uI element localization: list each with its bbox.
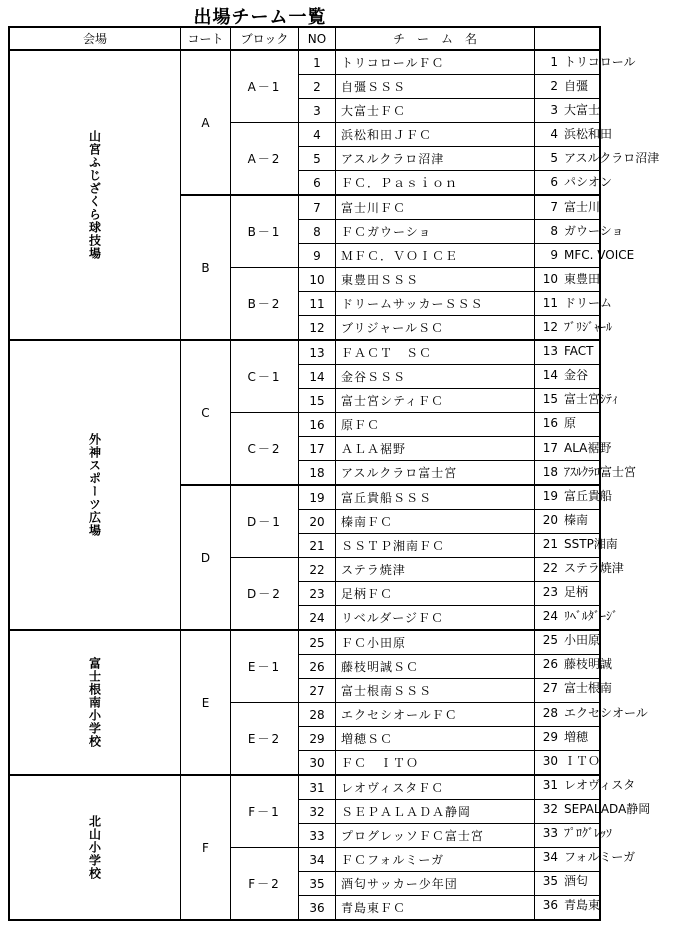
list-item <box>530 604 659 628</box>
court-cell: D <box>181 485 231 630</box>
short-number: 17 <box>542 440 558 455</box>
short-number: 2 <box>550 79 558 94</box>
team-name: ＦＡＣＴ ＳＣ <box>336 340 535 365</box>
list-item <box>530 652 659 676</box>
block-cell: E－2 <box>231 703 299 776</box>
team-number: 20 <box>299 510 336 534</box>
short-team-name: 大富士 <box>564 103 601 118</box>
venue-cell: 北山小学校 <box>9 775 181 920</box>
block-cell: C－2 <box>231 413 299 486</box>
team-number: 7 <box>299 195 336 220</box>
team-name: ステラ焼津 <box>336 558 535 582</box>
team-name: ＳＥＰＡＬＡＤＡ静岡 <box>336 800 535 824</box>
short-team-name: ｱｽﾙｸﾗﾛ富士宮 <box>564 464 637 479</box>
list-item <box>530 122 659 146</box>
team-number: 5 <box>299 147 336 171</box>
list-item <box>530 267 659 291</box>
short-number: 18 <box>542 464 558 479</box>
team-number: 21 <box>299 534 336 558</box>
short-number: 3 <box>550 103 558 118</box>
team-name: ＭＦＣ．ＶＯＩＣＥ <box>336 244 535 268</box>
short-number: 19 <box>542 488 558 503</box>
venue-cell: 外神スポーツ広場 <box>9 340 181 630</box>
short-team-name: 原 <box>564 416 577 431</box>
team-name: レオヴィスタＦＣ <box>336 775 535 800</box>
short-number: 22 <box>542 560 558 575</box>
team-name: 東豊田ＳＳＳ <box>336 268 535 292</box>
list-item <box>530 725 659 749</box>
header-team: チ ー ム 名 <box>336 27 535 50</box>
team-name: ＡＬＡ裾野 <box>336 437 535 461</box>
list-item <box>530 893 659 917</box>
header-venue: 会場 <box>9 27 181 50</box>
short-team-name: 富丘貴船 <box>564 488 613 503</box>
team-number: 10 <box>299 268 336 292</box>
short-number: 10 <box>542 271 558 286</box>
team-name: 自彊ＳＳＳ <box>336 75 535 99</box>
team-number: 22 <box>299 558 336 582</box>
short-team-name: 富士宮ｼﾃｨ <box>564 392 619 407</box>
short-number: 24 <box>542 609 558 624</box>
list-item <box>530 628 659 652</box>
short-team-name: 藤枝明誠 <box>564 657 613 672</box>
short-number: 27 <box>542 681 558 696</box>
short-team-name: トリコロール <box>564 55 636 69</box>
short-number: 33 <box>542 826 558 840</box>
team-name: 富士根南ＳＳＳ <box>336 679 535 703</box>
short-team-name: ﾌﾟﾛｸﾞﾚｯｿ <box>564 826 613 840</box>
team-number: 29 <box>299 727 336 751</box>
header-blank <box>535 27 600 50</box>
team-number: 8 <box>299 220 336 244</box>
short-team-name: 富士川 <box>564 199 601 214</box>
team-number: 28 <box>299 703 336 727</box>
team-name: ＦＣガウーショ <box>336 220 535 244</box>
team-number: 12 <box>299 316 336 341</box>
table-row <box>9 340 600 365</box>
team-number: 6 <box>299 171 336 196</box>
short-number: 23 <box>542 585 558 600</box>
team-number: 11 <box>299 292 336 316</box>
team-number: 19 <box>299 485 336 510</box>
short-team-name: アスルクラロ沼津 <box>564 151 660 166</box>
list-item <box>530 387 659 411</box>
list-item <box>530 50 659 74</box>
short-team-name: レオヴィスタ <box>564 777 636 792</box>
team-name: アスルクラロ富士宮 <box>336 461 535 486</box>
short-team-name: 青島東 <box>564 898 601 913</box>
short-team-name: MFC. VOICE <box>564 247 635 262</box>
list-item <box>530 556 659 580</box>
team-number: 17 <box>299 437 336 461</box>
list-item <box>530 460 659 484</box>
team-name: リベルダージＦＣ <box>336 606 535 631</box>
team-number: 3 <box>299 99 336 123</box>
block-cell: D－1 <box>231 485 299 558</box>
team-number: 25 <box>299 630 336 655</box>
short-team-name: 増穂 <box>564 729 589 744</box>
short-number: 13 <box>542 344 558 359</box>
list-item <box>530 219 659 243</box>
block-cell: B－2 <box>231 268 299 341</box>
block-cell: D－2 <box>231 558 299 631</box>
block-cell: F－1 <box>231 775 299 848</box>
list-item <box>530 243 659 267</box>
team-number: 23 <box>299 582 336 606</box>
short-team-name: ﾘﾍﾞﾙﾀﾞｰｼﾞ <box>564 609 619 624</box>
team-name: ＦＣ ＩＴＯ <box>336 751 535 776</box>
short-number: 4 <box>550 127 558 142</box>
list-item <box>530 98 659 122</box>
short-number: 28 <box>542 705 558 720</box>
team-number: 15 <box>299 389 336 413</box>
short-number: 29 <box>542 729 558 744</box>
list-item <box>530 363 659 387</box>
team-number: 13 <box>299 340 336 365</box>
header-block: ブロック <box>231 27 299 50</box>
team-number: 1 <box>299 50 336 75</box>
short-number: 1 <box>550 55 558 69</box>
short-team-name: ガウーショ <box>564 223 624 238</box>
short-team-name: エクセシオール <box>564 705 648 720</box>
block-cell: A－1 <box>231 50 299 123</box>
short-team-name: 自彊 <box>564 79 589 94</box>
header-row <box>9 27 600 50</box>
team-name: ＦＣフォルミーガ <box>336 848 535 872</box>
team-number: 30 <box>299 751 336 776</box>
venue-cell: 山宮ふじざくら球技場 <box>9 50 181 340</box>
short-number: 30 <box>542 753 558 768</box>
short-team-name: パシオン <box>564 175 613 190</box>
short-team-name: ステラ焼津 <box>564 560 624 575</box>
block-cell: C－1 <box>231 340 299 413</box>
list-item <box>530 773 659 797</box>
short-number: 5 <box>550 151 558 166</box>
list-item <box>530 532 659 556</box>
court-cell: F <box>181 775 231 920</box>
page-title: 出場チーム一覧 <box>193 7 327 28</box>
team-name: ブリジャールＳＣ <box>336 316 535 341</box>
short-number: 8 <box>550 223 558 238</box>
table-row <box>9 775 600 800</box>
list-item <box>530 869 659 893</box>
team-name: 青島東ＦＣ <box>336 896 535 921</box>
list-item <box>530 411 659 435</box>
team-number: 2 <box>299 75 336 99</box>
team-number: 32 <box>299 800 336 824</box>
list-item <box>530 195 659 219</box>
short-team-name: 小田原 <box>564 633 601 648</box>
team-number: 9 <box>299 244 336 268</box>
list-item <box>530 315 659 339</box>
team-number: 24 <box>299 606 336 631</box>
short-team-name: 酒匂 <box>564 874 589 889</box>
list-item <box>530 580 659 604</box>
short-number: 35 <box>542 874 558 889</box>
team-name: 榛南ＦＣ <box>336 510 535 534</box>
list-item <box>530 436 659 460</box>
team-name: 富士宮シティＦＣ <box>336 389 535 413</box>
short-number: 11 <box>542 295 558 310</box>
short-number: 26 <box>542 657 558 672</box>
short-team-name: ALA裾野 <box>564 440 612 455</box>
short-number: 25 <box>542 633 558 648</box>
block-cell: B－1 <box>231 195 299 268</box>
short-number: 6 <box>550 175 558 190</box>
short-number: 7 <box>550 199 558 214</box>
team-name: 足柄ＦＣ <box>336 582 535 606</box>
short-team-name: 足柄 <box>564 585 589 600</box>
short-team-name: フォルミーガ <box>564 850 636 865</box>
list-item <box>530 701 659 725</box>
court-cell: B <box>181 195 231 340</box>
short-number: 36 <box>542 898 558 913</box>
team-name: ＦＣ．Ｐａｓｉｏｎ <box>336 171 535 196</box>
team-name: プログレッソＦＣ富士宮 <box>336 824 535 848</box>
header-court: コート <box>181 27 231 50</box>
short-team-name: SEPALADA静岡 <box>564 801 651 816</box>
short-number: 21 <box>542 536 558 551</box>
short-team-name: SSTP湘南 <box>564 536 618 551</box>
team-number: 33 <box>299 824 336 848</box>
short-team-name: 東豊田 <box>564 271 601 286</box>
team-name: 増穂ＳＣ <box>336 727 535 751</box>
short-team-name: 榛南 <box>564 512 589 527</box>
short-number: 32 <box>542 801 558 816</box>
team-name: ドリームサッカーＳＳＳ <box>336 292 535 316</box>
short-name-list <box>530 50 659 917</box>
team-name: 金谷ＳＳＳ <box>336 365 535 389</box>
team-number: 34 <box>299 848 336 872</box>
team-number: 31 <box>299 775 336 800</box>
team-name: 藤枝明誠ＳＣ <box>336 655 535 679</box>
list-item <box>530 797 659 821</box>
short-team-name: ドリーム <box>564 295 613 310</box>
header-no: NO <box>299 27 336 50</box>
short-number: 31 <box>542 777 558 792</box>
table-row <box>9 50 600 75</box>
team-name: アスルクラロ沼津 <box>336 147 535 171</box>
team-number: 14 <box>299 365 336 389</box>
short-team-name: FACT <box>564 344 594 359</box>
team-name: ＦＣ小田原 <box>336 630 535 655</box>
short-number: 34 <box>542 850 558 865</box>
court-cell: A <box>181 50 231 195</box>
team-number: 36 <box>299 896 336 921</box>
team-name: 大富士ＦＣ <box>336 99 535 123</box>
list-item <box>530 339 659 363</box>
list-item <box>530 74 659 98</box>
team-number: 27 <box>299 679 336 703</box>
short-number: 15 <box>542 392 558 407</box>
short-team-name: 富士根南 <box>564 681 613 696</box>
block-cell: A－2 <box>231 123 299 196</box>
block-cell: F－2 <box>231 848 299 921</box>
list-item <box>530 291 659 315</box>
team-number: 18 <box>299 461 336 486</box>
team-number: 35 <box>299 872 336 896</box>
team-name: トリコロールＦＣ <box>336 50 535 75</box>
list-item <box>530 845 659 869</box>
team-number: 26 <box>299 655 336 679</box>
short-number: 9 <box>550 247 558 262</box>
list-item <box>530 170 659 194</box>
short-number: 14 <box>542 368 558 383</box>
team-name: 酒匂サッカー少年団 <box>336 872 535 896</box>
team-number: 4 <box>299 123 336 147</box>
list-item <box>530 146 659 170</box>
team-name: ＳＳＴＰ湘南ＦＣ <box>336 534 535 558</box>
short-number: 16 <box>542 416 558 431</box>
venue-cell: 富士根南小学校 <box>9 630 181 775</box>
court-cell: C <box>181 340 231 485</box>
team-name: 富士川ＦＣ <box>336 195 535 220</box>
team-number: 16 <box>299 413 336 437</box>
short-team-name: ﾌﾞﾘｼﾞｬｰﾙ <box>564 320 613 335</box>
short-number: 20 <box>542 512 558 527</box>
list-item <box>530 508 659 532</box>
short-team-name: ＩＴＯ <box>564 753 601 768</box>
team-name: 富丘貴船ＳＳＳ <box>336 485 535 510</box>
team-name: エクセシオールＦＣ <box>336 703 535 727</box>
block-cell: E－1 <box>231 630 299 703</box>
short-team-name: 浜松和田 <box>564 127 613 142</box>
list-item <box>530 484 659 508</box>
list-item <box>530 749 659 773</box>
team-name: 原ＦＣ <box>336 413 535 437</box>
court-cell: E <box>181 630 231 775</box>
short-team-name: 金谷 <box>564 368 589 383</box>
table-row <box>9 630 600 655</box>
short-number: 12 <box>542 320 558 335</box>
team-name: 浜松和田ＪＦＣ <box>336 123 535 147</box>
list-item <box>530 676 659 700</box>
team-table <box>8 26 601 921</box>
list-item <box>530 821 659 845</box>
